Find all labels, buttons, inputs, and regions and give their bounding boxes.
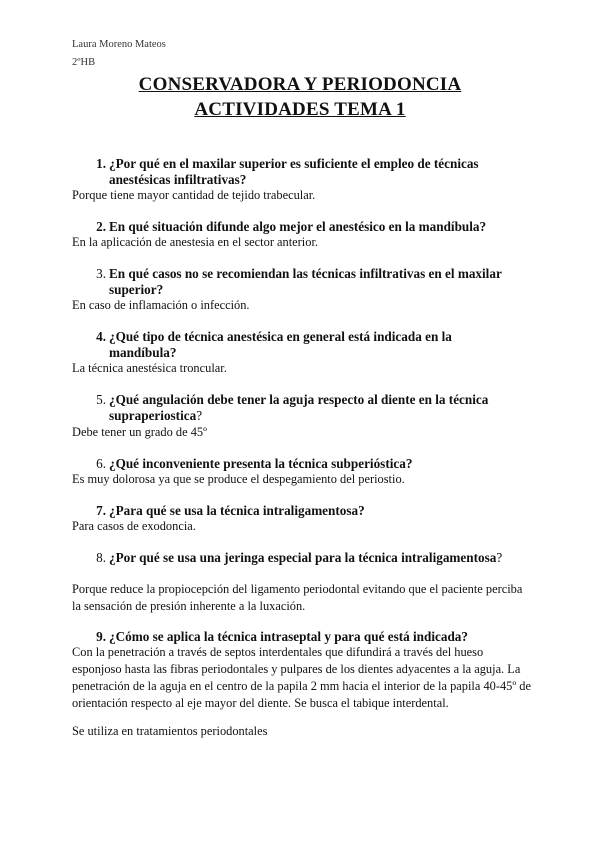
question-text: En qué casos no se recomiendan las técnicas infiltrativas en el maxilar superior? — [109, 266, 502, 297]
question-number: 1. — [96, 156, 106, 171]
group-label: 2ºHB — [72, 57, 96, 68]
answer-3: En caso de inflamación o infección. — [72, 298, 250, 312]
answer-9-extra: Se utiliza en tratamientos periodontales — [72, 724, 268, 738]
question-number: 6. — [96, 456, 106, 471]
question-number: 5. — [96, 392, 106, 407]
question-number: 7. — [96, 503, 106, 518]
document-subtitle: ACTIVIDADES TEMA 1 — [194, 99, 406, 120]
question-suffix: ? — [496, 550, 503, 565]
question-text: En qué situación difunde algo mejor el anestésico en la mandíbula? — [109, 219, 487, 234]
question-number: 2. — [96, 219, 106, 234]
question-text: ¿Qué tipo de técnica anestésica en general está indicada en la mandíbula? — [109, 329, 452, 360]
document-title: CONSERVADORA Y PERIODONCIA — [138, 74, 462, 95]
question-text: ¿Por qué se usa una jeringa especial para la técnica intraligamentosa — [109, 550, 497, 565]
answer-1: Porque tiene mayor cantidad de tejido trabecular. — [72, 188, 316, 202]
question-6 — [90, 456, 520, 472]
question-text: ¿Por qué en el maxilar superior es suficiente el empleo de técnicas anestésicas infiltrativas? — [109, 156, 479, 187]
answer-9: Con la penetración a través de septos interdentales que difundirá a través del hueso esponjoso hasta las fibras periodontales y pulpares de los dientes adyacentes a la aguja. La penetración de la aguja en el centro de la papila 2 mm hacia el interior de la papila 40-45º de orientación respecto al eje mayor del diente. Se busca el tabique interdental. — [72, 645, 531, 710]
question-number: 8. — [96, 550, 106, 565]
question-number: 4. — [96, 329, 106, 344]
question-4 — [90, 329, 520, 361]
question-text: ¿Para qué se usa la técnica intraligamentosa? — [109, 503, 365, 518]
question-8 — [90, 550, 520, 566]
answer-7: Para casos de exodoncia. — [72, 519, 196, 533]
question-text: ¿Qué angulación debe tener la aguja respecto al diente en la técnica supraperiostica — [109, 392, 489, 423]
question-suffix: ? — [196, 408, 203, 423]
question-text: ¿Cómo se aplica la técnica intraseptal y para qué está indicada? — [109, 629, 468, 644]
question-text: ¿Qué inconveniente presenta la técnica subperióstica? — [109, 456, 413, 471]
question-2 — [90, 219, 520, 235]
question-1 — [90, 156, 520, 188]
answer-5: Debe tener un grado de 45º — [72, 425, 207, 439]
answer-4: La técnica anestésica troncular. — [72, 361, 227, 375]
question-3 — [90, 266, 520, 298]
question-9 — [90, 629, 520, 645]
answer-6: Es muy dolorosa ya que se produce el despegamiento del periostio. — [72, 472, 405, 486]
answer-2: En la aplicación de anestesia en el sector anterior. — [72, 235, 318, 249]
question-7 — [90, 503, 520, 519]
author-name: Laura Moreno Mateos — [72, 39, 166, 50]
question-5 — [90, 392, 520, 424]
answer-8: Porque reduce la propiocepción del ligamento periodontal evitando que el paciente perciba la sensación de presión inherente a la luxación. — [72, 582, 523, 613]
question-number: 9. — [96, 629, 106, 644]
question-number: 3. — [96, 266, 106, 281]
